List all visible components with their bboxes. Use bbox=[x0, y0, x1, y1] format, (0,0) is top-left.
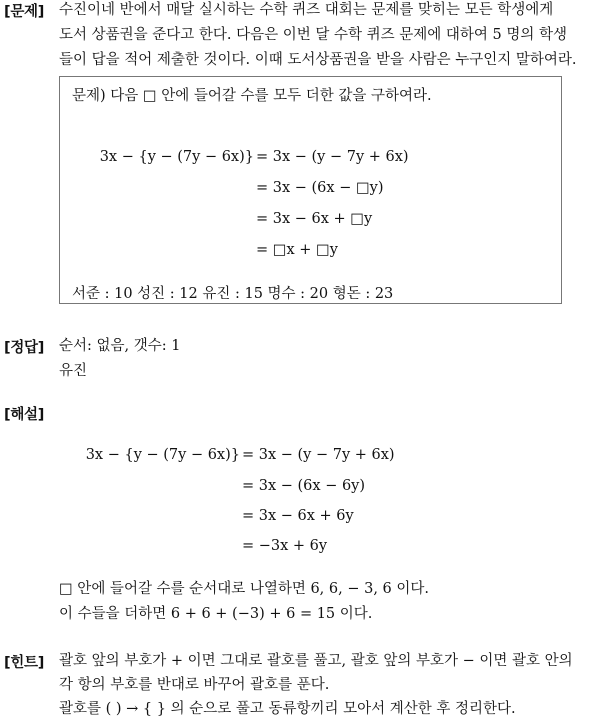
hint-line-1: 괄호 앞의 부호가 + 이면 그대로 괄호를 풀고, 괄호 앞의 부호가 − 이면 괄호 안의 bbox=[59, 653, 573, 669]
answer-line-1: 순서: 없음, 갯수: 1 bbox=[59, 338, 181, 354]
answer-label: [정답] bbox=[4, 340, 45, 356]
box-equation-step-2: = 3x − (6x − □y) bbox=[256, 180, 384, 196]
problem-box bbox=[59, 76, 562, 304]
box-equation-step-4: = □x + □y bbox=[256, 242, 338, 258]
solution-equation-lhs: 3x − {y − (7y − 6x)} bbox=[85, 447, 240, 463]
hint-label: [힌트] bbox=[4, 655, 45, 671]
answer-section bbox=[0, 336, 591, 386]
solution-text-1: □ 안에 들어갈 수를 순서대로 나열하면 6, 6, − 3, 6 이다. bbox=[59, 581, 430, 597]
solution-section bbox=[0, 403, 591, 628]
box-equation-step-3: = 3x − 6x + □y bbox=[256, 211, 373, 227]
hint-line-2: 각 항의 부호를 반대로 바꾸어 괄호를 푼다. bbox=[59, 677, 330, 693]
problem-text-line-3: 들이 답을 적어 제출한 것이다. 이때 도서상품권을 받을 사람은 누구인지 말하여라. bbox=[59, 52, 577, 68]
problem-section bbox=[0, 0, 591, 310]
problem-text-line-2: 도서 상품권을 준다고 한다. 다음은 이번 달 수학 퀴즈 문제에 대하여 5 명의 학생 bbox=[59, 27, 567, 43]
box-question: 문제) 다음 □ 안에 들어갈 수를 모두 더한 값을 구하여라. bbox=[72, 88, 432, 104]
box-equation-lhs: 3x − {y − (7y − 6x)} bbox=[99, 149, 254, 165]
hint-line-3: 괄호를 ( ) → { } 의 순으로 풀고 동류항끼리 모아서 계산한 후 정리한다. bbox=[59, 701, 516, 717]
solution-label: [해설] bbox=[4, 407, 45, 423]
solution-equation-step-2: = 3x − (6x − 6y) bbox=[242, 478, 366, 494]
solution-equation-step-1: = 3x − (y − 7y + 6x) bbox=[242, 447, 395, 463]
answer-line-2: 유진 bbox=[59, 363, 88, 379]
problem-label: [문제] bbox=[4, 4, 45, 20]
box-equation-step-1: = 3x − (y − 7y + 6x) bbox=[256, 149, 409, 165]
box-student-answers: 서준 : 10 성진 : 12 유진 : 15 명수 : 20 형돈 : 23 bbox=[72, 286, 394, 302]
problem-text-line-1: 수진이네 반에서 매달 실시하는 수학 퀴즈 대회는 문제를 맞히는 모든 학생에게 bbox=[59, 2, 554, 18]
solution-equation-step-3: = 3x − 6x + 6y bbox=[242, 508, 354, 524]
solution-equation-step-4: = −3x + 6y bbox=[242, 538, 328, 554]
solution-text-2: 이 수들을 더하면 6 + 6 + (−3) + 6 = 15 이다. bbox=[59, 606, 373, 622]
hint-section bbox=[0, 651, 591, 720]
